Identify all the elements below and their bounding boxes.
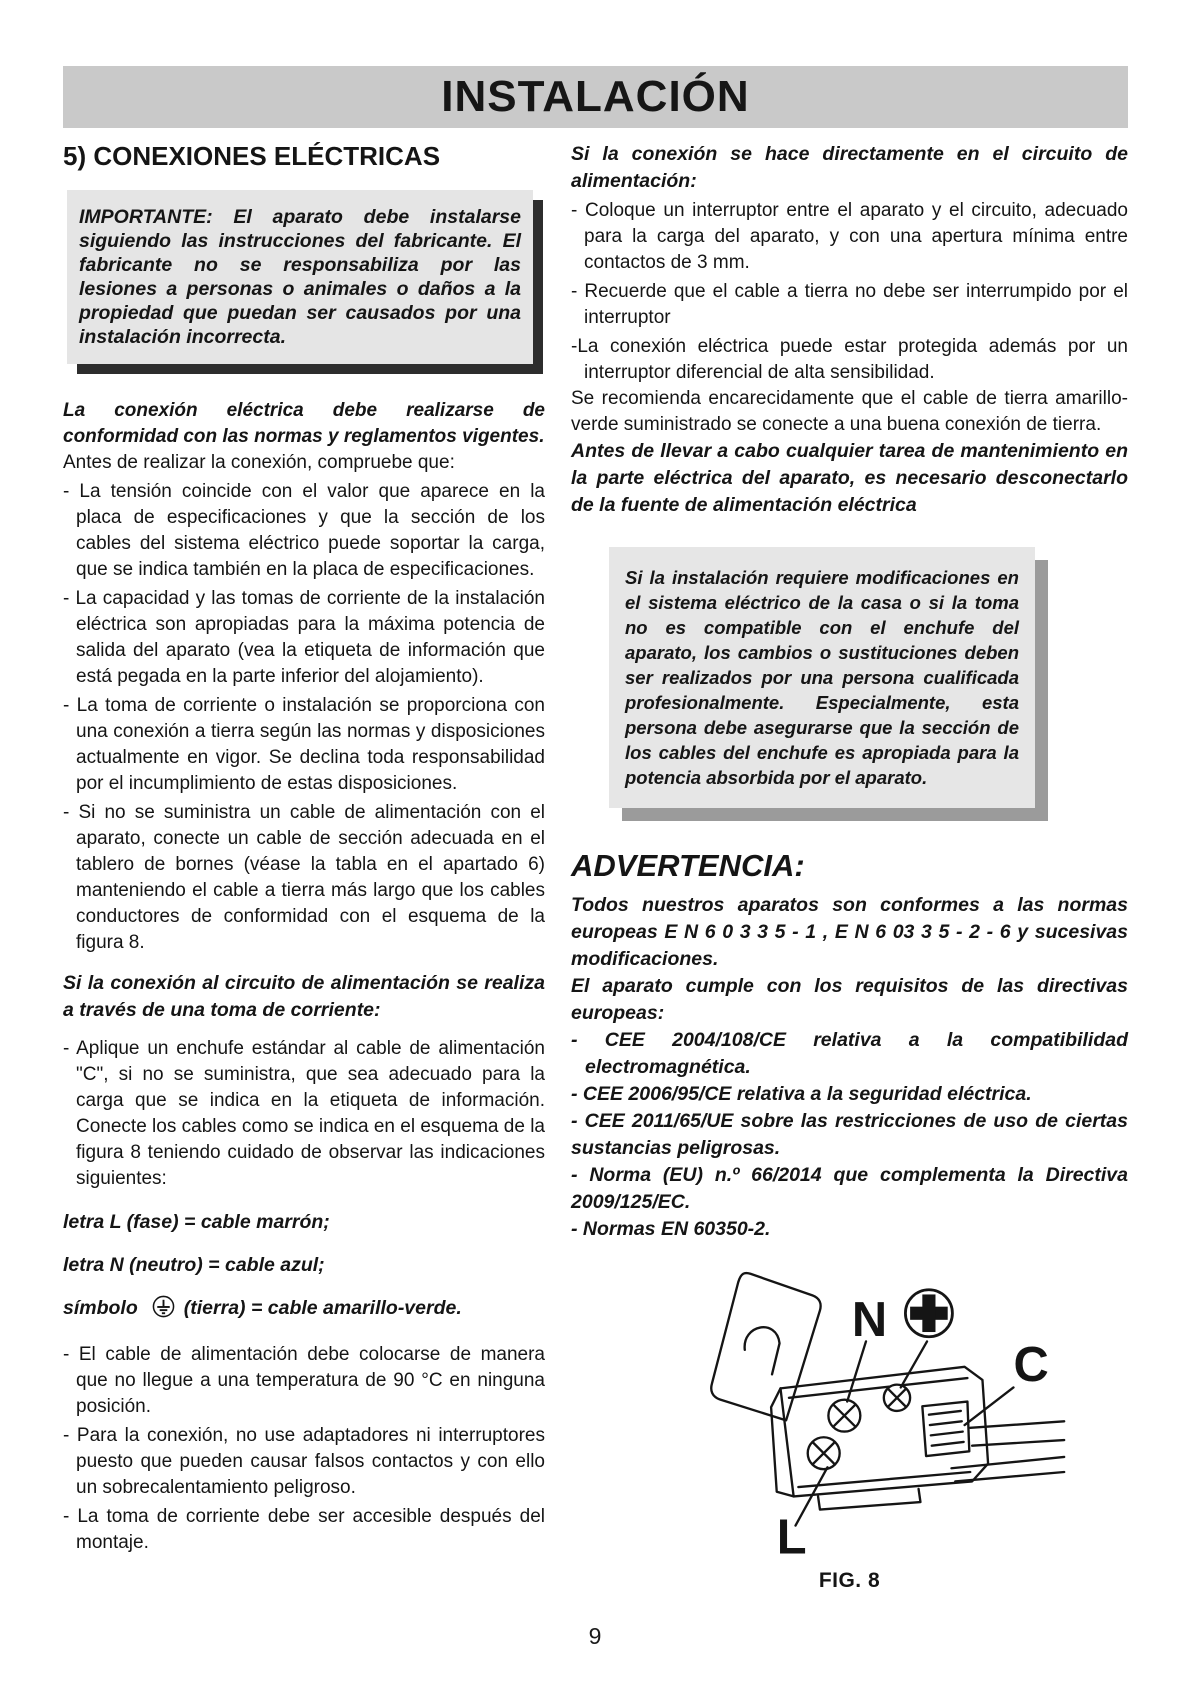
terminal-block-figure [571,1255,1128,1593]
warning-paragraph: - Norma (EU) n.º 66/2014 que complementa la Directiva 2009/125/EC. [571,1164,1128,1213]
requirement-bullet: - Si no se suministra un cable de alimentación con el aparato, conecte un cable de sección adecuada en el tablero de bornes (véase la tabla en el apartado 6) manteniendo el cable a tierra más largo que los cables conductores de conformidad con el esquema de la figura 8. [63,802,545,953]
figure-label-l: L [776,1510,807,1565]
phase-wire-line: letra L (fase) = cable marrón; [63,1211,330,1233]
socket-connection-subhead: Si la conexión al circuito de alimentación se realiza a través de una toma de corriente: [63,972,545,1021]
figure-caption: FIG. 8 [818,1569,881,1592]
figure-label-n: N [851,1292,887,1347]
cable-bullet: - Para la conexión, no use adaptadores ni interruptores puesto que pueden causar falsos contactos y con ello un sobrecalentamiento peligroso. [63,1425,545,1498]
section-heading: 5) CONEXIONES ELÉCTRICAS [63,141,441,171]
warning-paragraph: - CEE 2004/108/CE relativa a la compatibilidad electromagnética. [571,1029,1128,1078]
norms-paragraph: La conexión eléctrica debe realizarse de conformidad con las normas y reglamentos vigentes. [63,400,545,447]
cable-bullet: - La toma de corriente debe ser accesible después del montaje. [63,1506,545,1553]
requirement-bullet: - La tensión coincide con el valor que aparece en la placa de especificaciones y que la sección de los cables del sistema eléctrico puede soportar la carga, que se indica también en la placa de especificaciones. [63,481,545,580]
page-number: 9 [588,1623,602,1649]
figure-drawing [630,1255,1070,1565]
requirement-bullet: - La toma de corriente o instalación se proporciona con una conexión a tierra según las normas y disposiciones actualmente en vigor. Se declina toda responsabilidad por el incumplimiento de estas disposiciones. [63,695,545,794]
neutral-wire-line: letra N (neutro) = cable azul; [63,1254,325,1276]
two-column-layout [63,141,1128,1593]
cable-bullet: - El cable de alimentación debe colocarse de manera que no llegue a una temperatura de 90 °C en ninguna posición. [63,1344,545,1417]
modification-notice-box: Si la instalación requiere modificaciones en el sistema eléctrico de la casa o si la toma no es compatible con el enchufe del aparato, los cambios o sustituciones deben ser realizados por una persona cualificada profesionalmente. Especialmente, esta persona debe asegurarse que la sección de los cables del enchufe es apropiada para la potencia absorbida por el aparato. [609,547,1035,808]
direct-bullet: - Coloque un interruptor entre el aparato y el circuito, adecuado para la carga del aparato, y con una apertura mínima entre contactos de 3 mm. [571,200,1128,273]
direct-bullet: - Recuerde que el cable a tierra no debe ser interrumpido por el interruptor [571,281,1128,328]
direct-bullet: -La conexión eléctrica puede estar protegida además por un interruptor diferencial de alta sensibilidad. [571,336,1128,383]
earth-wire-label-pre: símbolo [63,1297,138,1319]
warning-paragraph: - CEE 2006/95/CE relativa a la seguridad eléctrica. [571,1083,1032,1105]
warning-heading: ADVERTENCIA: [571,848,805,883]
earth-wire-label-post: (tierra) = cable amarillo-verde. [183,1297,462,1319]
maintenance-warning: Antes de llevar a cabo cualquier tarea de mantenimiento en la parte eléctrica del aparato, es necesario desconectarlo de la fuente de alimentación eléctrica [571,440,1128,516]
ground-recommendation: Se recomienda encarecidamente que el cable de tierra amarillo-verde suministrado se conecte a una buena conexión de tierra. [571,388,1128,435]
direct-connection-subhead: Si la conexión se hace directamente en el circuito de alimentación: [571,143,1128,192]
plug-instruction-bullet: - Aplique un enchufe estándar al cable de alimentación "C", si no se suministra, que sea adecuado para la carga que se indica en la etiqueta de información. Conecte los cables como se indica en el esquema de la figura 8 teniendo cuidado de observar las indicaciones siguientes: [63,1038,545,1189]
earth-symbol-icon [152,1295,175,1325]
warning-paragraph: - CEE 2011/65/UE sobre las restricciones de uso de ciertas sustancias peligrosas. [571,1110,1128,1159]
warning-paragraph: - Normas EN 60350-2. [571,1218,771,1240]
warning-paragraph: Todos nuestros aparatos son conformes a las normas europeas E N 6 0 3 3 5 - 1 , E N 6 03 3 5 - 2 - 6 y sucesivas modificaciones. [571,894,1128,970]
check-intro: Antes de realizar la conexión, compruebe que: [63,452,455,473]
requirement-bullet: - La capacidad y las tomas de corriente de la instalación eléctrica son apropiadas para la máxima potencia de salida del aparato (vea la etiqueta de información que está pegada en la parte inferior del alojamiento). [63,588,545,687]
left-column [63,141,545,1556]
figure-label-c: C [1012,1337,1049,1392]
important-notice-box: IMPORTANTE: El aparato debe instalarse siguiendo las instrucciones del fabricante. El fabricante no se responsabiliza por las lesiones a personas o animales o daños a la propiedad que puedan ser causados por una instalación incorrecta. [67,190,533,364]
banner-title: INSTALACIÓN [441,72,750,121]
earth-wire-line [63,1295,545,1325]
instalacion-banner [63,66,1128,128]
right-column [571,141,1128,1593]
warning-paragraph: El aparato cumple con los requisitos de las directivas europeas: [571,975,1128,1024]
